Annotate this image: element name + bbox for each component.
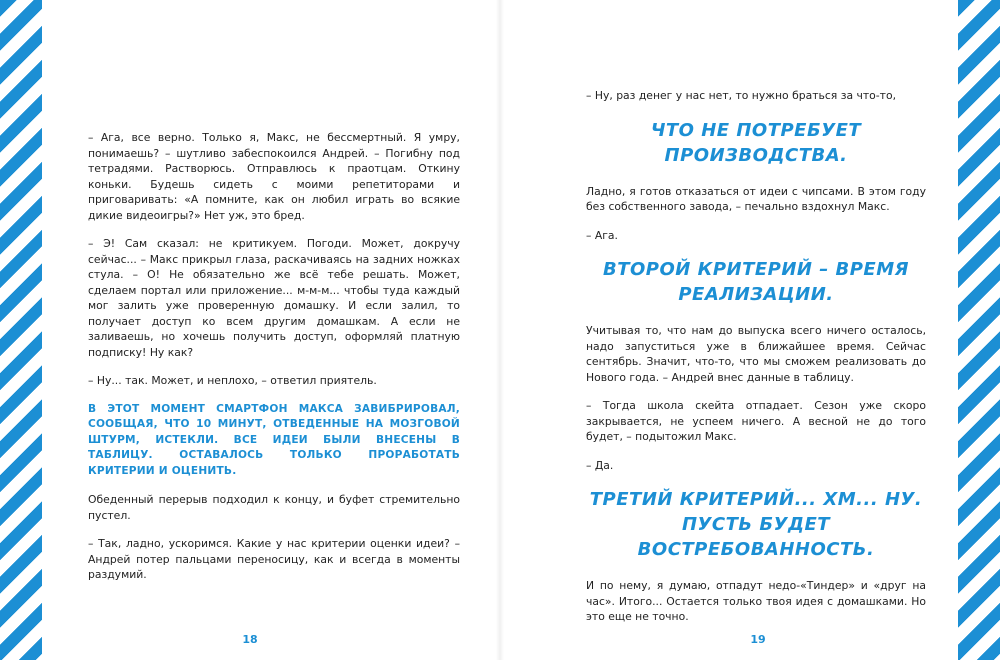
paragraph: Обеденный перерыв подходил к концу, и буфет стремительно пустел. (88, 493, 460, 522)
left-text-column (88, 130, 460, 596)
page-number: 19 (750, 633, 766, 646)
section-heading: ТРЕТИЙ КРИТЕРИЙ... ХМ... НУ. ПУСТЬ БУДЕТ ВОСТРЕБОВАННОСТЬ. (589, 489, 923, 560)
left-page (42, 0, 502, 660)
paragraph: – Тогда школа скейта отпадает. Сезон уже скоро закрывается, не успеем ничего. А весной не до того будет, – подытожил Макс. (586, 399, 926, 443)
paragraph: – Э! Сам сказал: не критикуем. Погоди. Может, докручу сейчас... – Макс прикрыл глаза, раскачиваясь на задних ножках стула. – О! Не обязательно же всё тебе решать. Может, сделаем портал или приложение... м-м-м... чтобы туда каждый мог залить уже проверенную домашку. И если залил, то получает доступ ко всем другим домашкам. А если не заливаешь, но хочешь получить доступ, оформляй платную подписку! Ну как? (88, 237, 460, 359)
paragraph: – Ну... так. Может, и неплохо, – ответил приятель. (88, 374, 377, 387)
paragraph: – Ага, все верно. Только я, Макс, не бессмертный. Я умру, понимаешь? – шутливо забеспокоился Андрей. – Погибну под тетрадями. Растворюсь. Отправлюсь к праотцам. Откину коньки. Будешь сидеть с моими репетиторами и приговаривать: «А помните, как он любил играть во всякие дикие видеоигры?» Нет уж, это бред. (88, 131, 460, 222)
right-page (500, 0, 960, 660)
right-striped-border (958, 0, 1000, 660)
paragraph: Ладно, я готов отказаться от идеи с чипсами. В этом году без собственного завода, – печально вздохнул Макс. (586, 184, 926, 213)
highlight-paragraph: В ЭТОТ МОМЕНТ СМАРТФОН МАКСА ЗАВИБРИРОВАЛ, СООБЩАЯ, ЧТО 10 МИНУТ, ОТВЕДЕННЫЕ НА МОЗГОВОЙ ШТУРМ, ИСТЕКЛИ. ВСЕ ИДЕИ БЫЛИ ВНЕСЕНЫ В ТАБЛИЦУ. ОСТАВАЛОСЬ ТОЛЬКО ПРОРАБОТАТЬ КРИТЕРИИ И ОЦЕНИТЬ. (88, 402, 460, 477)
paragraph: Учитывая то, что нам до выпуска всего ничего осталось, надо запуститься уже в ближайшее время. Сейчас сентябрь. Значит, что-то, что мы сможем реализовать до Нового года. – Андрей внес данные в таблицу. (586, 324, 926, 384)
paragraph: – Да. (586, 458, 614, 472)
paragraph: – Так, ладно, ускоримся. Какие у нас критерии оценки идеи? – Андрей потер пальцами переносицу, как и всегда в моменты раздумий. (88, 537, 460, 581)
paragraph: – Ну, раз денег у нас нет, то нужно браться за что-то, (586, 89, 897, 102)
right-text-column (586, 88, 926, 638)
paragraph: – Ага. (586, 228, 618, 242)
section-heading: ВТОРОЙ КРИТЕРИЙ – ВРЕМЯ РЕАЛИЗАЦИИ. (602, 259, 909, 305)
paragraph: И по нему, я думаю, отпадут недо-«Тиндер» и «друг на час». Итого... Остается только твоя идея с домашками. Но это еще не точно. (586, 579, 926, 623)
page-number: 18 (242, 633, 258, 646)
section-heading: ЧТО НЕ ПОТРЕБУЕТ ПРОИЗВОДСТВА. (650, 119, 862, 166)
left-striped-border (0, 0, 42, 660)
